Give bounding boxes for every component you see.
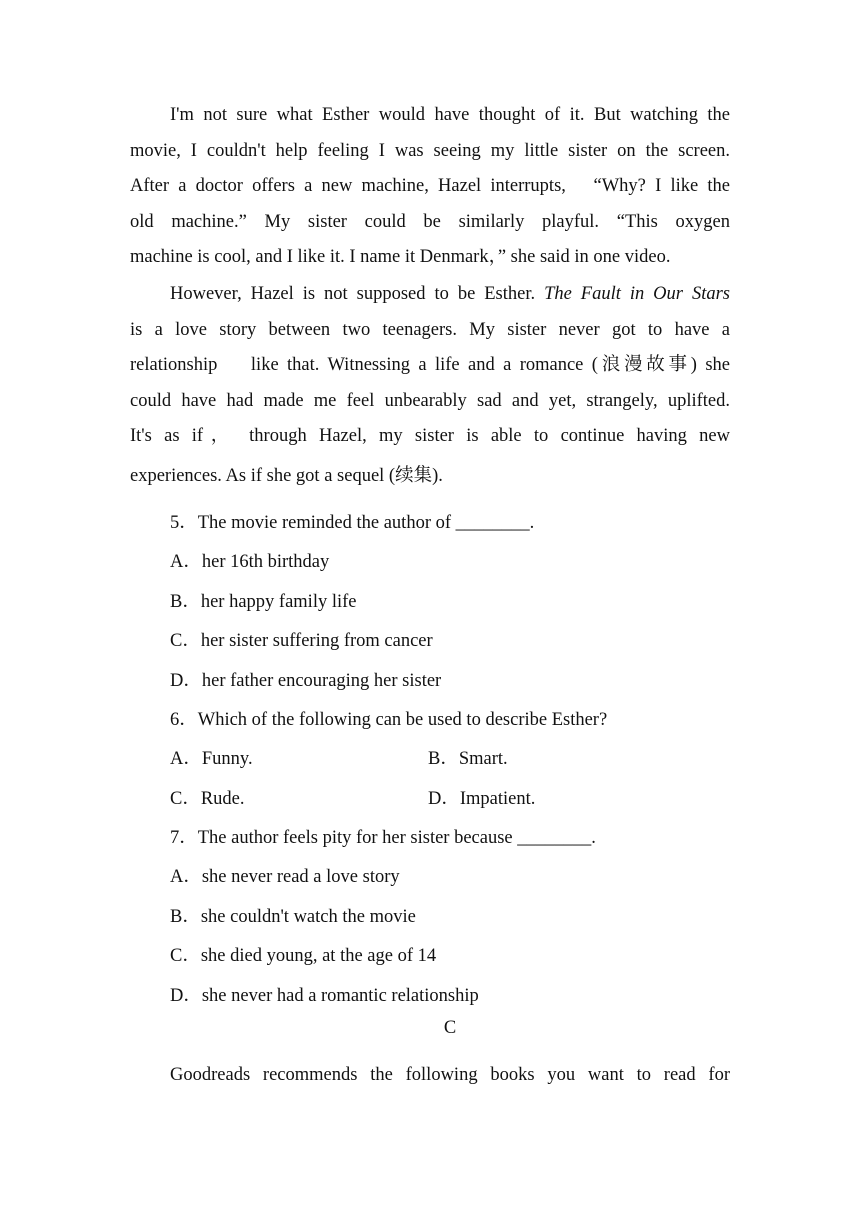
- section-heading: C: [443, 1018, 457, 1038]
- question-6-stem: 6．Which of the following can be used to describe Esther?: [170, 710, 608, 730]
- paragraph-line: old machine.” My sister could be similarly playful. “This oxygen: [130, 211, 730, 232]
- paragraph-line: It's as if， through Hazel, my sister is able to continue having new: [130, 426, 730, 446]
- question-6-option-d: D．Impatient.: [428, 789, 536, 809]
- paragraph-line: [130, 277, 730, 313]
- question-5-option-d: D．her father encouraging her sister: [170, 671, 442, 691]
- paragraph-line: After a doctor offers a new machine, Hazel interrupts, “Why? I like the: [130, 176, 730, 196]
- question-7-option-c: C．she died young, at the age of 14: [170, 946, 437, 966]
- passage-paragraph-2: [130, 277, 730, 494]
- paragraph-line: movie, I couldn't help feeling I was seeing my little sister on the screen.: [130, 140, 730, 161]
- paragraph-text: However, Hazel is not supposed to be Esther.: [170, 284, 545, 304]
- question-7-option-d: D．she never had a romantic relationship: [170, 986, 479, 1006]
- question-7-stem: 7．The author feels pity for her sister because ________.: [170, 828, 596, 848]
- paragraph-line: is a love story between two teenagers. My sister never got to have a: [130, 319, 730, 340]
- question-7-option-a: A．she never read a love story: [170, 867, 400, 887]
- paragraph-line: experiences. As if she got a sequel (续集).: [130, 465, 443, 486]
- question-5-option-c: C．her sister suffering from cancer: [170, 631, 433, 651]
- movie-title: The Fault in Our Stars: [544, 284, 730, 304]
- paragraph-line: I'm not sure what Esther would have thought of it. But watching the: [170, 105, 730, 125]
- question-6-option-c: C．Rude.: [170, 789, 245, 809]
- question-7-option-b: B．she couldn't watch the movie: [170, 907, 416, 927]
- paragraph-line: relationship like that. Witnessing a life and a romance (浪漫故事) she: [130, 355, 730, 375]
- passage-paragraph-1: [130, 98, 730, 276]
- question-5-option-a: A．her 16th birthday: [170, 552, 330, 572]
- question-5-stem: 5．The movie reminded the author of ________.: [170, 513, 535, 533]
- question-5-option-b: B．her happy family life: [170, 592, 357, 612]
- section-c-intro: [130, 1058, 730, 1094]
- question-6-option-a: A．Funny.: [170, 749, 253, 769]
- paragraph-line: could have had made me feel unbearably sad and yet, strangely, uplifted.: [130, 390, 730, 411]
- paragraph-line: Goodreads recommends the following books you want to read for: [170, 1065, 730, 1085]
- question-6-option-b: B．Smart.: [428, 749, 508, 769]
- paragraph-line: machine is cool, and I like it. I name it Denmark，” she said in one video.: [130, 247, 671, 267]
